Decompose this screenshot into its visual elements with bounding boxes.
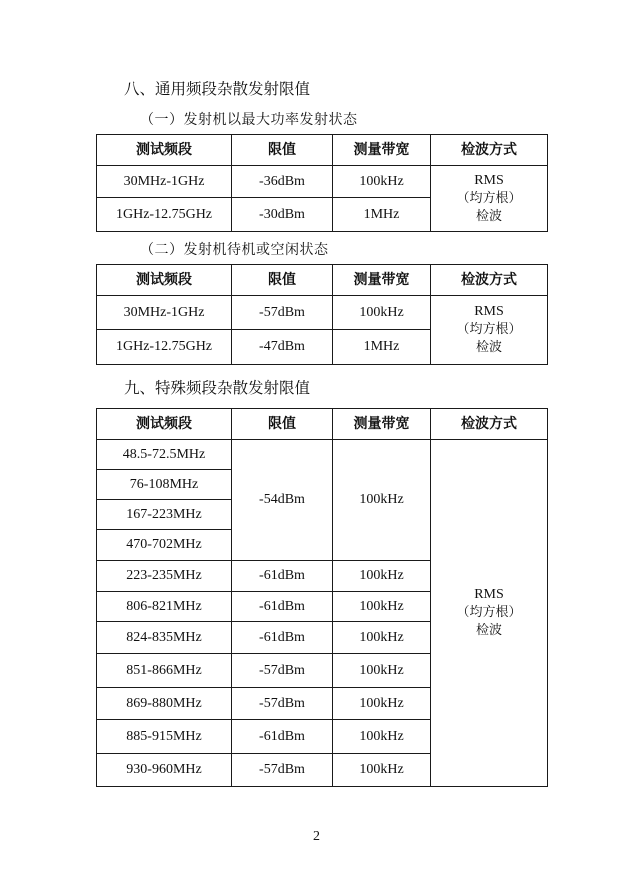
band-cell: 885-915MHz [97, 720, 232, 754]
section-8-sub1-title: （一）发射机以最大功率发射状态 [140, 112, 358, 128]
bandwidth-cell: 100kHz [333, 166, 431, 198]
detector-line1: RMS [474, 172, 504, 188]
band-cell: 1GHz-12.75GHz [97, 330, 232, 365]
band-cell: 851-866MHz [97, 654, 232, 688]
bandwidth-cell: 100kHz [333, 622, 431, 654]
table-standby [96, 264, 548, 365]
limit-cell: -47dBm [232, 330, 333, 365]
section-9-title: 九、特殊频段杂散发射限值 [124, 379, 311, 397]
bandwidth-cell: 100kHz [333, 561, 431, 592]
bandwidth-cell: 1MHz [333, 198, 431, 232]
table-max-power [96, 134, 548, 232]
limit-cell: -61dBm [232, 561, 333, 592]
limit-cell: -57dBm [232, 296, 333, 330]
detector-line3: 检波 [475, 340, 502, 355]
bandwidth-cell: 100kHz [333, 688, 431, 720]
band-cell: 48.5-72.5MHz [97, 440, 232, 470]
band-cell: 167-223MHz [97, 500, 232, 530]
band-cell: 30MHz-1GHz [97, 296, 232, 330]
table-row [97, 166, 548, 198]
table-header-row [97, 265, 548, 296]
detector-cell [431, 166, 548, 232]
limit-cell: -57dBm [232, 654, 333, 688]
bandwidth-cell: 100kHz [333, 440, 431, 561]
band-cell: 824-835MHz [97, 622, 232, 654]
table-header-row [97, 409, 548, 440]
header-bandwidth: 测量带宽 [333, 409, 431, 440]
detector-line3: 检波 [475, 623, 502, 638]
detector-line1: RMS [474, 587, 504, 602]
band-cell: 223-235MHz [97, 561, 232, 592]
limit-cell: -57dBm [232, 688, 333, 720]
detector-cell [431, 296, 548, 365]
bandwidth-cell: 100kHz [333, 654, 431, 688]
table-row [97, 296, 548, 330]
detector-cell [431, 440, 548, 787]
limit-cell: -61dBm [232, 592, 333, 622]
detector-line2: （均方根） [456, 190, 522, 206]
header-detector: 检波方式 [431, 135, 548, 166]
limit-cell: -36dBm [232, 166, 333, 198]
limit-cell: -30dBm [232, 198, 333, 232]
detector-line1: RMS [474, 304, 504, 319]
limit-cell: -61dBm [232, 622, 333, 654]
bandwidth-cell: 100kHz [333, 754, 431, 787]
band-cell: 806-821MHz [97, 592, 232, 622]
bandwidth-cell: 1MHz [333, 330, 431, 365]
bandwidth-cell: 100kHz [333, 296, 431, 330]
band-cell: 470-702MHz [97, 530, 232, 561]
section-8-sub2-title: （二）发射机待机或空闲状态 [140, 242, 329, 258]
detector-line2: （均方根） [456, 605, 522, 620]
detector-line3: 检波 [475, 208, 502, 224]
table-row [97, 440, 548, 470]
limit-cell: -57dBm [232, 754, 333, 787]
bandwidth-cell: 100kHz [333, 720, 431, 754]
band-cell: 930-960MHz [97, 754, 232, 787]
header-detector: 检波方式 [431, 265, 548, 296]
section-8-title: 八、通用频段杂散发射限值 [124, 80, 311, 98]
header-band: 测试频段 [97, 135, 232, 166]
header-limit: 限值 [232, 135, 333, 166]
band-cell: 1GHz-12.75GHz [97, 198, 232, 232]
band-cell: 869-880MHz [97, 688, 232, 720]
header-limit: 限值 [232, 265, 333, 296]
header-bandwidth: 测量带宽 [333, 135, 431, 166]
header-limit: 限值 [232, 409, 333, 440]
table-header-row [97, 135, 548, 166]
page-number: 2 [313, 829, 320, 844]
header-band: 测试频段 [97, 409, 232, 440]
header-bandwidth: 测量带宽 [333, 265, 431, 296]
header-detector: 检波方式 [431, 409, 548, 440]
limit-cell: -61dBm [232, 720, 333, 754]
bandwidth-cell: 100kHz [333, 592, 431, 622]
band-cell: 30MHz-1GHz [97, 166, 232, 198]
limit-cell: -54dBm [232, 440, 333, 561]
header-band: 测试频段 [97, 265, 232, 296]
detector-line2: （均方根） [456, 322, 522, 337]
table-special-bands [96, 408, 548, 787]
band-cell: 76-108MHz [97, 470, 232, 500]
